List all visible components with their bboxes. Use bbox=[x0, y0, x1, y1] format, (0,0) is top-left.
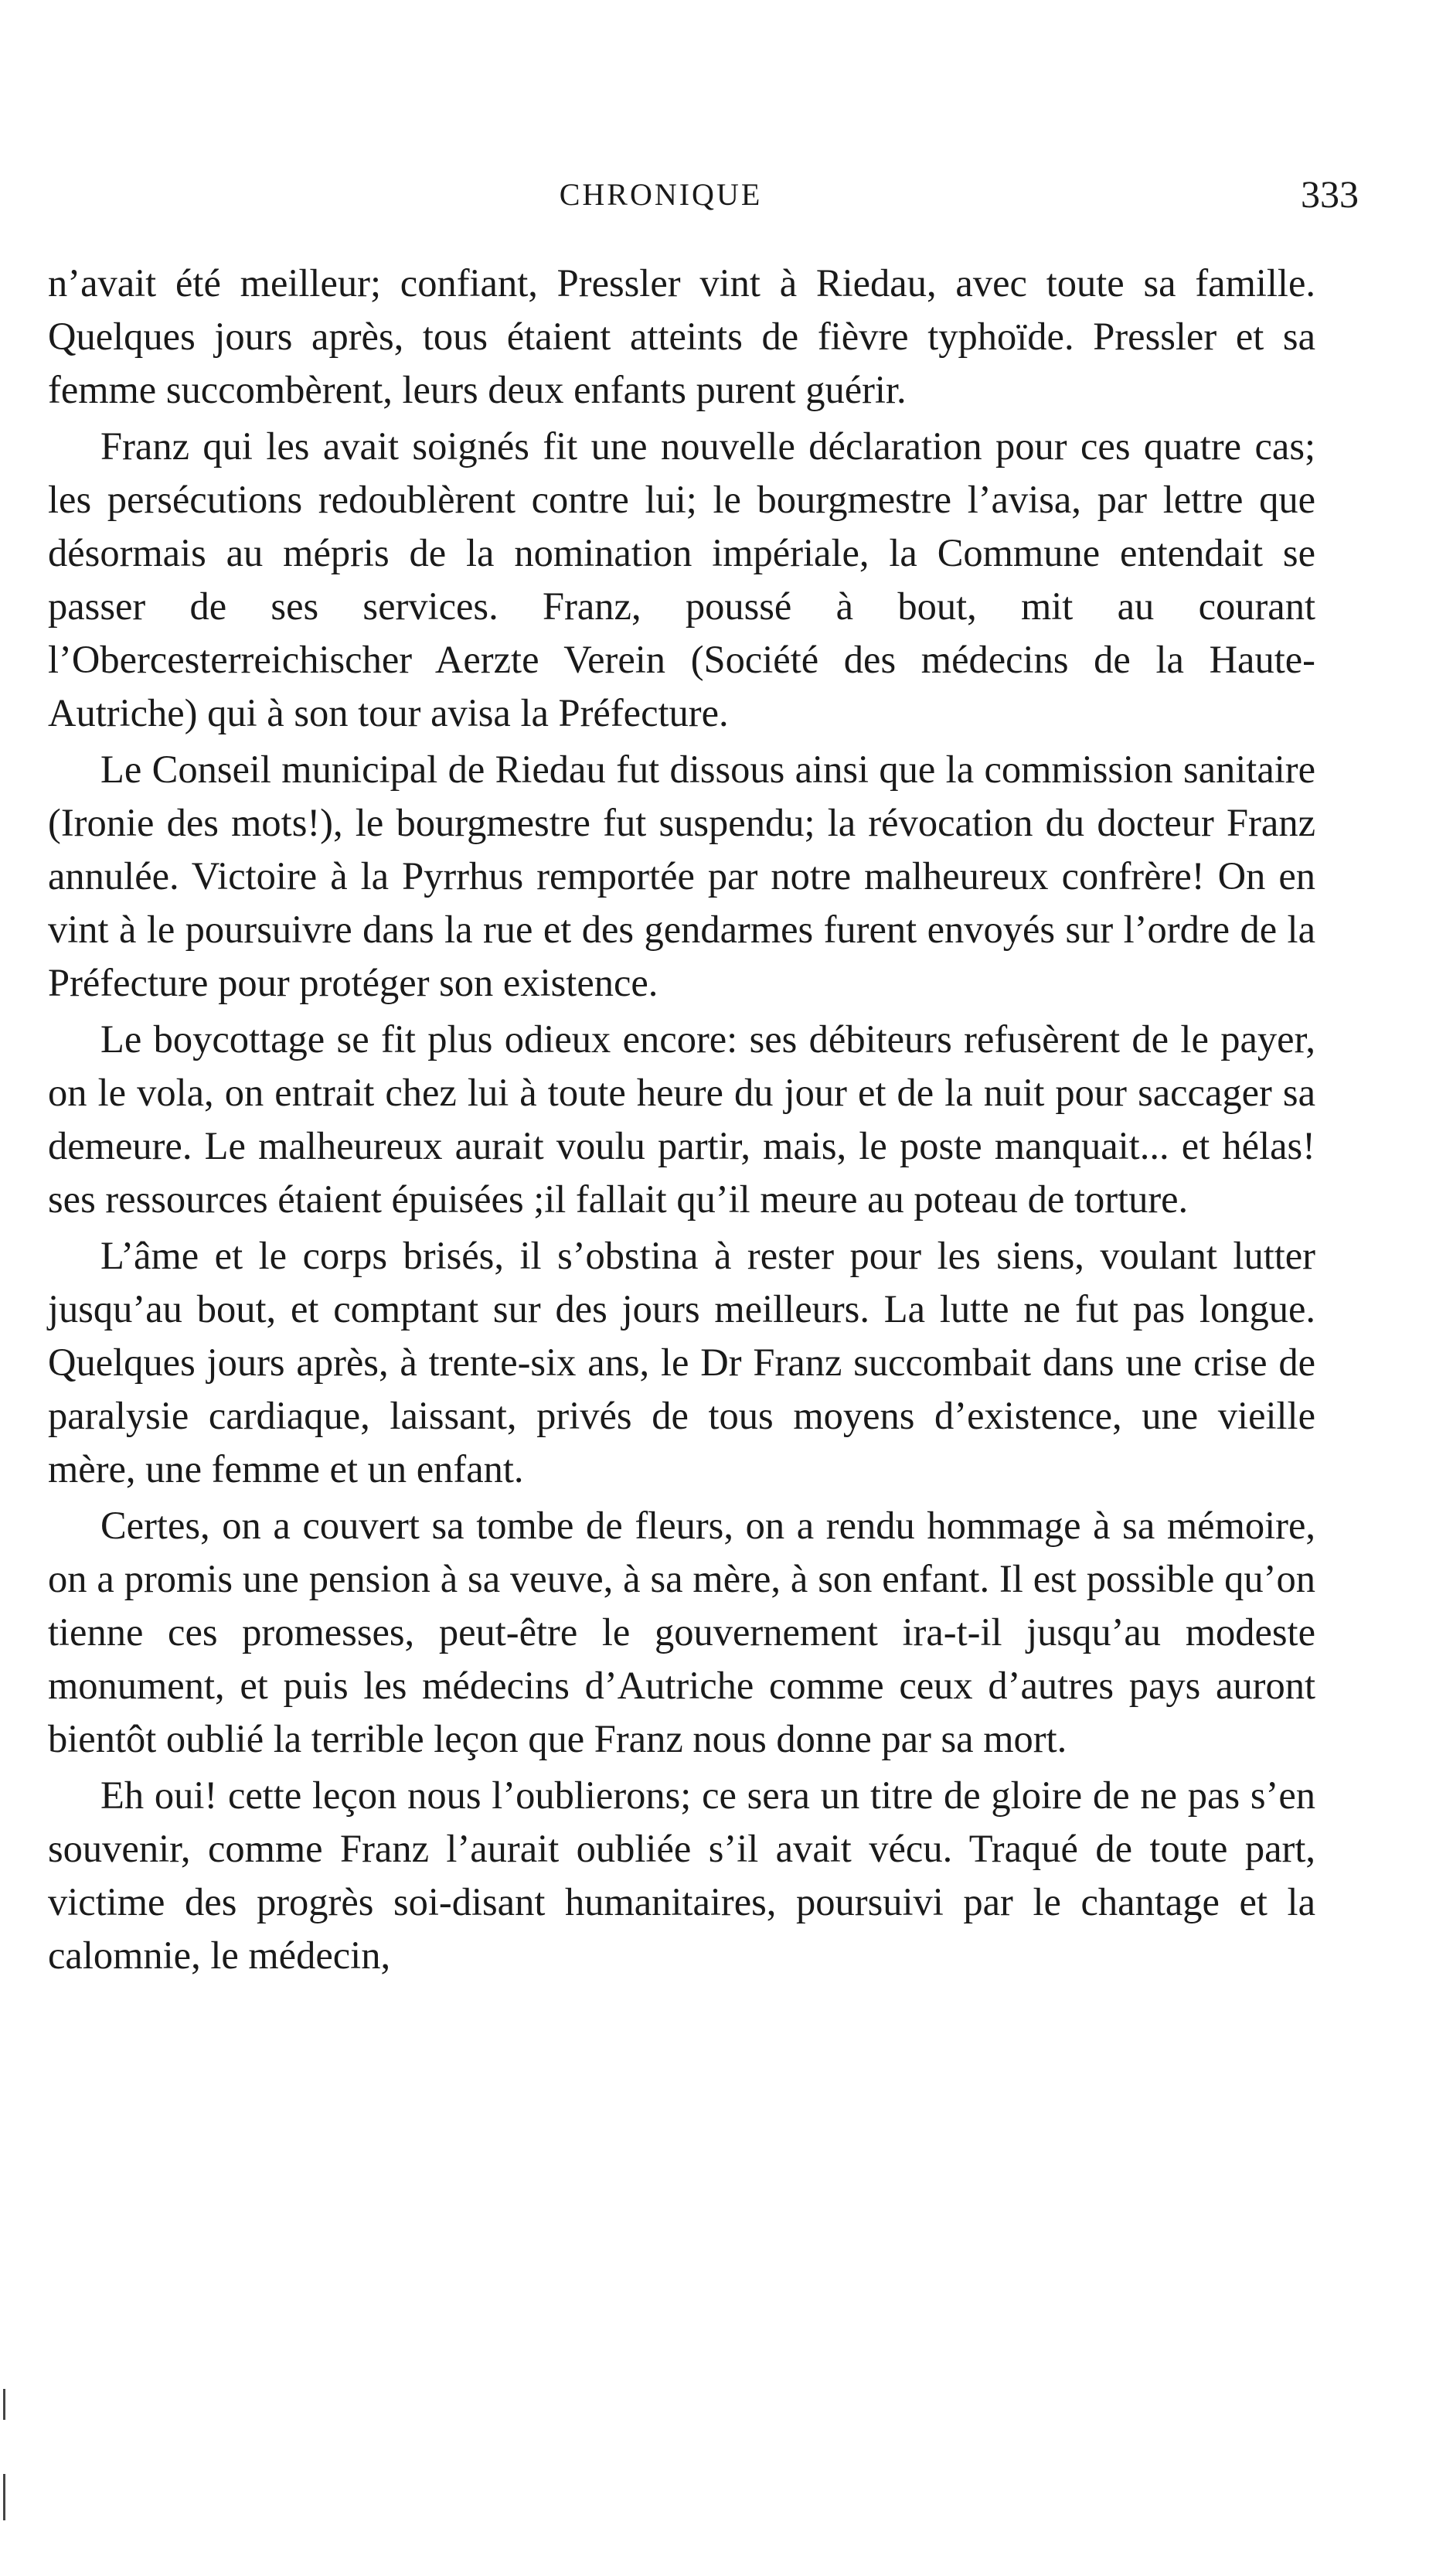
paragraph-7: Eh oui! cette leçon nous l’oublierons; ce sera un titre de gloire de ne pas s’en souvenir, comme Franz l’aurait oubliée s’il avait vécu. Traqué de toute part, victime des progrès soi-disant humanitaires, poursuivi par le chantage et la calomnie, le médecin, bbox=[48, 1774, 1315, 1977]
page-number: 333 bbox=[1301, 172, 1359, 216]
scan-gutter-mark bbox=[3, 2474, 5, 2520]
body-text bbox=[48, 257, 1315, 1985]
paragraph-4: Le boycottage se fit plus odieux encore: ses débiteurs refusèrent de le payer, on le vola, on entrait chez lui à toute heure du jour et de la nuit pour saccager sa demeure. Le malheureux aurait voulu partir, mais, le poste manquait... et hélas! ses ressources étaient épuisées ;il fallait qu’il meure au poteau de torture. bbox=[48, 1017, 1315, 1221]
running-head-title: CHRONIQUE bbox=[559, 177, 763, 212]
paragraph-6: Certes, on a couvert sa tombe de fleurs, on a rendu hommage à sa mémoire, on a promis une pension à sa veuve, à sa mère, à son enfant. Il est possible qu’on tienne ces promesses, peut-être le gouvernement ira-t-il jusqu’au modeste monument, et puis les médecins d’Autriche comme ceux d’autres pays auront bientôt oublié la terrible leçon que Franz nous donne par sa mort. bbox=[48, 1504, 1315, 1760]
paragraph-5: L’âme et le corps brisés, il s’obstina à rester pour les siens, voulant lutter jusqu’au bout, et comptant sur des jours meilleurs. La lutte ne fut pas longue. Quelques jours après, à trente-six ans, le Dr Franz succombait dans une crise de paralysie cardiaque, laissant, privés de tous moyens d’existence, une vieille mère, une femme et un enfant. bbox=[48, 1234, 1315, 1491]
scan-gutter-mark bbox=[3, 2389, 5, 2420]
paragraph-3: Le Conseil municipal de Riedau fut dissous ainsi que la commission sanitaire (Ironie des mots!), le bourgmestre fut suspendu; la révocation du docteur Franz annulée. Victoire à la Pyrrhus remportée par notre malheureux confrère! On en vint à le poursuivre dans la rue et des gendarmes furent envoyés sur l’ordre de la Préfecture pour protéger son existence. bbox=[48, 748, 1315, 1004]
running-head bbox=[0, 172, 1436, 218]
paragraph-2: Franz qui les avait soignés fit une nouvelle déclaration pour ces quatre cas; les persécutions redoublèrent contre lui; le bourgmestre l’avisa, par lettre que désormais au mépris de la nomination impériale, la Commune entendait se passer de ses services. Franz, poussé à bout, mit au courant l’Obercesterreichischer Aerzte Verein (Société des médecins de la Haute-Autriche) qui à son tour avisa la Préfecture. bbox=[48, 424, 1315, 734]
paragraph-1: n’avait été meilleur; confiant, Pressler vint à Riedau, avec toute sa famille. Quelques jours après, tous étaient atteints de fièvre typhoïde. Pressler et sa femme succombèrent, leurs deux enfants purent guérir. bbox=[48, 261, 1315, 411]
